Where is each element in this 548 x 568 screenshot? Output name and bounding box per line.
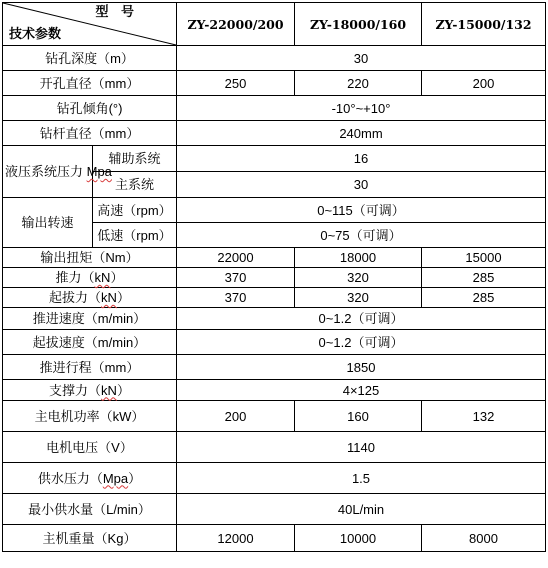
row-sublabel: 高速（rpm） xyxy=(93,198,177,223)
spec-table xyxy=(2,2,546,552)
model-corner-label: 型 号 xyxy=(95,5,138,20)
row-value: 8000 xyxy=(422,525,546,552)
row-value: 160 xyxy=(295,401,422,432)
row-value: 22000 xyxy=(177,248,295,268)
row-label xyxy=(3,288,177,308)
row-value: 285 xyxy=(422,268,546,288)
row-sublabel: 低速（rpm） xyxy=(93,223,177,248)
row-label: 开孔直径（mm） xyxy=(3,71,177,96)
table-row xyxy=(3,525,546,552)
row-label xyxy=(3,463,177,494)
row-value: 30 xyxy=(177,172,546,198)
row-value: 285 xyxy=(422,288,546,308)
row-value: 1850 xyxy=(177,355,546,380)
hydraulic-group-label xyxy=(3,146,112,198)
row-value: 0~75（可调） xyxy=(177,223,546,248)
row-label: 主机重量（Kg） xyxy=(3,525,177,552)
thrust-label-text: 推力（ xyxy=(55,270,95,285)
parameter-corner-label: 技术参数 xyxy=(9,27,62,42)
row-label: 钻孔倾角(°) xyxy=(3,96,177,121)
thrust-label-unit: kN xyxy=(94,270,111,285)
spec-sheet xyxy=(2,2,545,565)
pullback-label-text: 起拔力（ xyxy=(49,290,102,305)
row-sublabel: 辅助系统 xyxy=(93,146,177,172)
row-label: 最小供水量（L/min） xyxy=(3,494,177,525)
table-row xyxy=(3,198,546,223)
row-label xyxy=(3,268,177,288)
row-value: 16 xyxy=(177,146,546,172)
hydraulic-label-unit: Mpa xyxy=(86,164,112,179)
table-row xyxy=(3,268,546,288)
pullback-label-unit: kN xyxy=(101,290,117,305)
table-row xyxy=(3,463,546,494)
row-value: 0~1.2（可调） xyxy=(177,330,546,355)
row-label: 钻孔深度（m） xyxy=(3,46,177,71)
table-row xyxy=(3,308,546,330)
table-row xyxy=(3,146,546,172)
header-row xyxy=(3,3,546,46)
row-value: 30 xyxy=(177,46,546,71)
row-value: 250 xyxy=(177,71,295,96)
row-label: 输出扭矩（Nm） xyxy=(3,248,177,268)
support-label-text: 支撑力（ xyxy=(49,382,102,398)
hydraulic-label-text: 液压系统压力 xyxy=(5,164,87,179)
model-header-3: ZY-15000/132 xyxy=(422,3,546,46)
row-value: 1140 xyxy=(177,432,546,463)
support-label-close: ） xyxy=(116,382,130,398)
table-row xyxy=(3,288,546,308)
table-row xyxy=(3,330,546,355)
table-row xyxy=(3,380,546,401)
row-value: 18000 xyxy=(295,248,422,268)
table-row xyxy=(3,432,546,463)
row-value: 240mm xyxy=(177,121,546,146)
model-header-2: ZY-18000/160 xyxy=(295,3,422,46)
water-pressure-label-close: ） xyxy=(128,470,142,486)
water-pressure-label-unit: Mpa xyxy=(102,470,129,486)
row-value: 370 xyxy=(177,268,295,288)
row-value: 10000 xyxy=(295,525,422,552)
model-header-1: ZY-22000/200 xyxy=(177,3,295,46)
row-value: 1.5 xyxy=(177,463,546,494)
row-label: 钻杆直径（mm） xyxy=(3,121,177,146)
row-value: 0~115（可调） xyxy=(177,198,546,223)
row-value: 320 xyxy=(295,268,422,288)
row-value: 0~1.2（可调） xyxy=(177,308,546,330)
row-value: 15000 xyxy=(422,248,546,268)
speed-group-label: 输出转速 xyxy=(3,198,93,248)
row-label xyxy=(3,380,177,401)
row-value: 200 xyxy=(422,71,546,96)
table-row xyxy=(3,355,546,380)
row-sublabel: 主系统 xyxy=(93,172,177,198)
row-value: 40L/min xyxy=(177,494,546,525)
row-value: 4×125 xyxy=(177,380,546,401)
row-value: 200 xyxy=(177,401,295,432)
table-row xyxy=(3,494,546,525)
table-row xyxy=(3,401,546,432)
row-label: 电机电压（V） xyxy=(3,432,177,463)
row-value: 370 xyxy=(177,288,295,308)
table-row xyxy=(3,46,546,71)
pullback-label-close: ） xyxy=(116,290,130,305)
row-value: 12000 xyxy=(177,525,295,552)
support-label-unit: kN xyxy=(101,382,117,398)
table-row xyxy=(3,121,546,146)
row-label: 起拔速度（m/min） xyxy=(3,330,177,355)
row-value: 132 xyxy=(422,401,546,432)
row-label: 推进速度（m/min） xyxy=(3,308,177,330)
table-row xyxy=(3,248,546,268)
row-label: 主电机功率（kW） xyxy=(3,401,177,432)
water-pressure-label-text: 供水压力（ xyxy=(37,470,103,486)
row-label: 推进行程（mm） xyxy=(3,355,177,380)
row-value: -10°~+10° xyxy=(177,96,546,121)
row-value: 320 xyxy=(295,288,422,308)
corner-header-cell xyxy=(3,3,177,46)
table-row xyxy=(3,96,546,121)
table-row xyxy=(3,71,546,96)
row-value: 220 xyxy=(295,71,422,96)
thrust-label-close: ） xyxy=(110,270,124,285)
